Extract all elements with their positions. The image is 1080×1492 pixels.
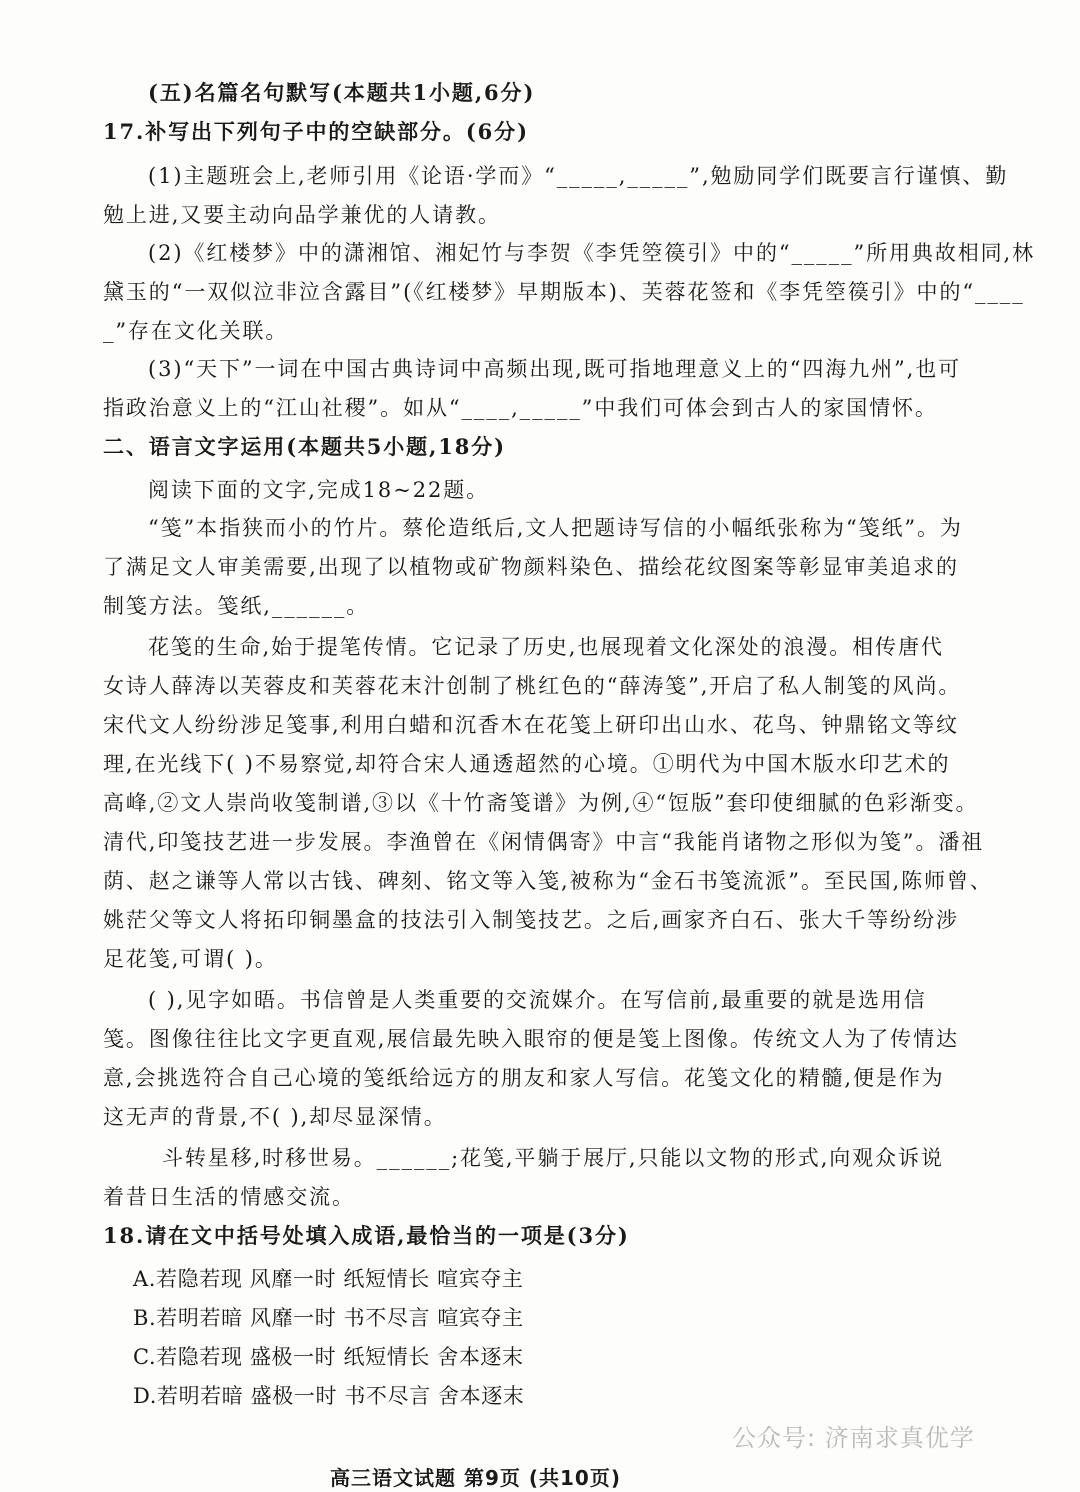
q17-part1-line1: (1)主题班会上,老师引用《论语·学而》“_____,_____”,勉励同学们既要言行谨慎、勤	[148, 164, 1009, 188]
section-5-header: (五)名篇名句默写(本题共1小题,6分)	[148, 80, 536, 105]
passage-p2-line6: 清代,印笺技艺进一步发展。李渔曾在《闲情偶寄》中言“我能肖诸物之形似为笺”。潘祖	[103, 830, 985, 854]
page-footer: 高三语文试题 第9页 (共10页)	[330, 1466, 621, 1490]
passage-p3-line4: 这无声的背景,不( ),却尽显深情。	[103, 1105, 447, 1129]
q17-part2-line2: 黛玉的“一双似泣非泣含露目”(《红楼梦》早期版本)、芙蓉花签和《李凭箜篌引》中的“____	[103, 280, 1025, 304]
passage-p3-line1: ( ),见字如晤。书信曾是人类重要的交流媒介。在写信前,最重要的就是选用信	[148, 988, 927, 1012]
q18-option-c: C.若隐若现 盛极一时 纸短情长 舍本逐末	[133, 1345, 524, 1369]
q17-part2-line1: (2)《红楼梦》中的潇湘馆、湘妃竹与李贺《李凭箜篌引》中的“_____”所用典故相同,林	[148, 241, 1035, 265]
passage-p2-line3: 宋代文人纷纷涉足笺事,利用白蜡和沉香木在花笺上研印出山水、花鸟、钟鼎铭文等纹	[103, 713, 959, 737]
reading-instruction: 阅读下面的文字,完成18~22题。	[148, 478, 490, 502]
passage-p2-line4: 理,在光线下( )不易察觉,却符合宋人通透超然的心境。①明代为中国木版水印艺术的	[103, 752, 951, 776]
section-2-header: 二、语言文字运用(本题共5小题,18分)	[103, 434, 507, 459]
q18-option-b: B.若明若暗 风靡一时 书不尽言 喧宾夺主	[133, 1306, 524, 1330]
passage-p3-line3: 意,会挑选符合自己心境的笺纸给远方的朋友和家人写信。花笺文化的精髓,便是作为	[103, 1066, 945, 1090]
question-17-stem: 17.补写出下列句子中的空缺部分。(6分)	[103, 119, 529, 144]
passage-p4-line2: 着昔日生活的情感交流。	[103, 1185, 355, 1209]
passage-p1-line2: 了满足文人审美需要,出现了以植物或矿物颜料染色、描绘花纹图案等彰显审美追求的	[103, 555, 959, 579]
passage-p1-line1: “笺”本指狭而小的竹片。蔡伦造纸后,文人把题诗写信的小幅纸张称为“笺纸”。为	[148, 516, 963, 540]
q17-part2-line3: _”存在文化关联。	[103, 319, 289, 343]
passage-p3-line2: 笺。图像往往比文字更直观,展信最先映入眼帘的便是笺上图像。传统文人为了传情达	[103, 1027, 959, 1051]
passage-p1-line3: 制笺方法。笺纸,______。	[103, 594, 370, 618]
passage-p2-line1: 花笺的生命,始于提笔传情。它记录了历史,也展现着文化深处的浪漫。相传唐代	[148, 635, 944, 659]
passage-p4-line1: 斗转星移,时移世易。______;花笺,平躺于展厅,只能以文物的形式,向观众诉说	[162, 1146, 944, 1170]
q17-part1-line2: 勉上进,又要主动向品学兼优的人请教。	[103, 203, 501, 227]
q17-part3-line2: 指政治意义上的“江山社稷”。如从“____,_____”中我们可体会到古人的家国情怀。	[103, 396, 938, 420]
q17-part3-line1: (3)“天下”一词在中国古典诗词中高频出现,既可指地理意义上的“四海九州”,也可	[148, 357, 962, 381]
q18-option-a: A.若隐若现 风靡一时 纸短情长 喧宾夺主	[133, 1267, 524, 1291]
question-18-stem: 18.请在文中括号处填入成语,最恰当的一项是(3分)	[103, 1223, 630, 1248]
passage-p2-line9: 足花笺,可谓( )。	[103, 947, 278, 971]
passage-p2-line7: 荫、赵之谦等人常以古钱、碑刻、铭文等入笺,被称为“金石书笺流派”。至民国,陈师曾、	[103, 869, 993, 893]
passage-p2-line8: 姚茫父等文人将拓印铜墨盒的技法引入制笺技艺。之后,画家齐白石、张大千等纷纷涉	[103, 908, 959, 932]
q18-option-d: D.若明若暗 盛极一时 书不尽言 舍本逐末	[133, 1384, 525, 1408]
passage-p2-line2: 女诗人薛涛以芙蓉皮和芙蓉花末汁创制了桃红色的“薛涛笺”,开启了私人制笺的风尚。	[103, 674, 962, 698]
passage-p2-line5: 高峰,②文人崇尚收笺制谱,③以《十竹斋笺谱》为例,④“饾版”套印使细腻的色彩渐变。	[103, 791, 979, 815]
watermark: 公众号: 济南求真优学	[732, 1424, 975, 1452]
